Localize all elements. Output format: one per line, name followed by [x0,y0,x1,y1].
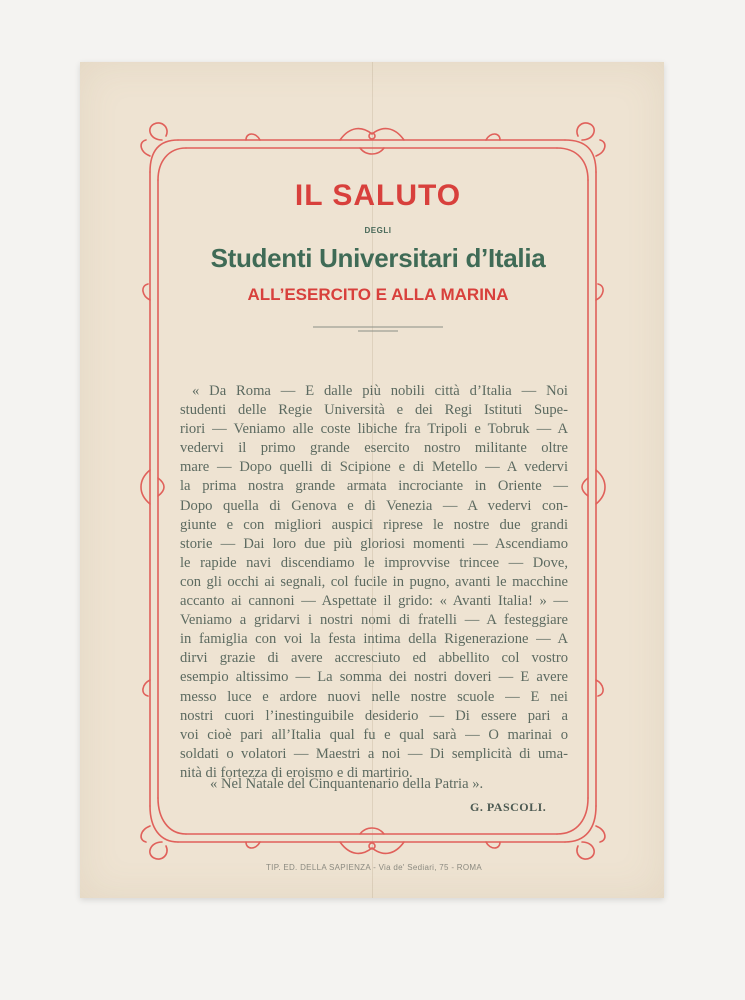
poster-degli: DEGLI [364,226,392,235]
poster-title: IL SALUTO [294,179,462,212]
body-line: riori — Veniamo alle coste libiche fra Tripoli e Tobruk — A [180,421,568,438]
body-line: Veniamo a gridarvi i nostri nomi di fratelli — A festeggiare [180,612,568,629]
body-line: messo luce e ardore nuovi nelle nostre scuole — E nei [180,688,568,705]
poster-subtitle: Studenti Universitari d’Italia [210,243,546,273]
divider-ornament [313,323,443,335]
body-line: in famiglia con voi la festa intima della Rigenerazione — A [180,631,568,648]
printer-footer: TIP. ED. DELLA SAPIENZA - Via de' Sediari, 75 - ROMA [265,863,483,872]
body-line: mare — Dopo quelli di Scipione e di Metello — A vedervi [180,459,568,476]
body-line: giunte e con migliori auspici riprese le nostre due grandi [180,516,568,533]
body-line: soldati o volatori — Maestri a noi — Di semplicità di uma- [180,745,568,762]
body-line: vedervi il primo grande esercito nostro militante oltre [180,440,568,457]
body-line: Dopo quella di Genova e di Venezia — A vedervi con- [180,497,568,514]
body-line: nostri cuori l’inestinguibile desiderio — Di essere pari a [180,707,568,724]
body-line: « Da Roma — E dalle più nobili città d’Italia — Noi [192,383,568,399]
poster-closing: « Nel Natale del Cinquantenario della Patria ». [210,776,484,792]
body-line: la prima nostra grande armata incrociante in Oriente — [180,478,568,495]
body-line: dirvi grazie di avere accresciuto ed abbellito col vostro [180,650,568,667]
body-line: esempio altissimo — La somma dei nostri doveri — E avere [180,669,568,686]
body-line: le rapide navi discendiamo le improvvise trincee — Dove, [180,554,568,571]
poster-dedication: ALL’ESERCITO E ALLA MARINA [247,285,509,304]
body-line: voi cioè pari all’Italia qual fu e qual sarà — O marinai o [180,726,568,743]
body-line: studenti delle Regie Università e dei Regi Istituti Supe- [180,402,568,419]
poster-body [180,382,568,783]
poster-header [178,178,578,335]
body-line: nità di fortezza di eroismo e di martirio. [180,764,413,781]
body-line: accanto ai cannoni — Aspettate il grido: « Avanti Italia! » — [180,593,568,610]
body-line: storie — Dai loro due più gloriosi momenti — Ascendiamo [180,535,568,552]
body-line: con gli occhi ai segnali, col fucile in pugno, avanti le macchine [180,573,568,590]
poster-signature: G. PASCOLI. [470,800,547,814]
